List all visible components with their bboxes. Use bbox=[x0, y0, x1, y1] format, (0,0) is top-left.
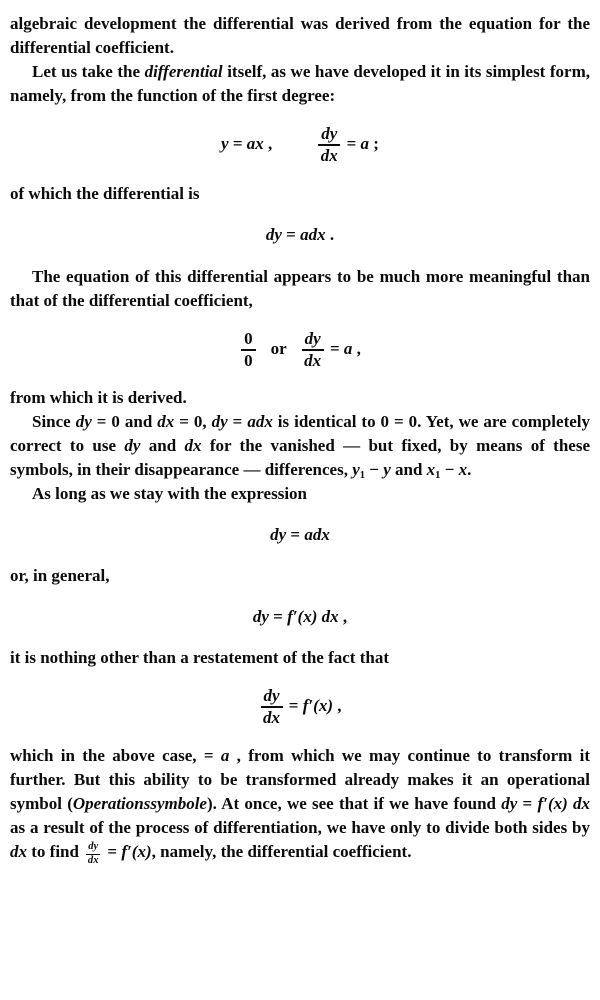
text-run: = bbox=[281, 224, 301, 244]
italic-text-run: y bbox=[383, 460, 391, 480]
italic-text-run: adx bbox=[304, 525, 330, 545]
text-run: Since bbox=[32, 412, 76, 432]
display-formula bbox=[10, 125, 590, 165]
italic-text-run: dy bbox=[501, 794, 518, 814]
text-run: = bbox=[227, 412, 248, 432]
paragraph bbox=[10, 182, 590, 206]
text-run: , from which we may continue to transform it further. But this ability to be transformed already makes it an operational symbol ( bbox=[10, 746, 591, 814]
text-run: − bbox=[440, 460, 459, 480]
document-text bbox=[10, 12, 590, 866]
text-run: as a result of the process of differentiation, we have only to divide both sides by bbox=[10, 818, 590, 838]
text-run: = 0 and bbox=[91, 412, 158, 432]
italic-text-run: y bbox=[221, 133, 229, 153]
display-formula bbox=[10, 605, 590, 629]
text-run: , bbox=[338, 607, 348, 627]
text-run: of which the differential is bbox=[10, 183, 200, 203]
paragraph bbox=[10, 744, 590, 866]
formula-gap bbox=[287, 352, 300, 353]
fraction-numerator: dy bbox=[261, 687, 283, 708]
text-run: or, in general, bbox=[10, 566, 110, 586]
text-run: and bbox=[140, 436, 185, 456]
text-run: and bbox=[390, 460, 427, 480]
text-run: = bbox=[342, 133, 361, 153]
text-run: which in the above case, = bbox=[10, 746, 221, 766]
text-run: ). At once, we see that if we have found bbox=[206, 794, 502, 814]
text-run: = bbox=[268, 607, 288, 627]
text-run: 1 bbox=[359, 470, 366, 482]
display-formula bbox=[10, 223, 590, 247]
text-run: 1 bbox=[435, 470, 441, 482]
formula-gap bbox=[258, 352, 271, 353]
fraction-numerator: dy bbox=[302, 330, 324, 351]
italic-text-run: a bbox=[360, 133, 370, 153]
fraction-numerator: 0 bbox=[241, 330, 256, 351]
text-run: = bbox=[325, 338, 344, 358]
fraction-numerator: dy bbox=[318, 125, 340, 146]
formula-gap bbox=[272, 148, 316, 149]
italic-text-run: y bbox=[352, 460, 360, 480]
paragraph bbox=[10, 12, 590, 60]
fraction bbox=[318, 125, 340, 165]
fraction-denominator: 0 bbox=[244, 350, 253, 370]
fraction bbox=[302, 330, 324, 370]
italic-text-run: f′(x) bbox=[121, 842, 152, 862]
paragraph bbox=[10, 482, 590, 506]
italic-text-run: dy bbox=[124, 436, 141, 456]
italic-text-run: Operationssymbole bbox=[72, 794, 207, 814]
text-run: from which it is derived. bbox=[10, 388, 187, 408]
text-run: The equation of this differential appears to be much more meaningful than that of the differential coefficient, bbox=[10, 266, 590, 310]
fraction bbox=[261, 687, 283, 727]
display-formula bbox=[10, 330, 590, 370]
italic-text-run: f′(x) dx bbox=[537, 794, 591, 814]
text-run: for the vanished — but fixed, by means of these symbols, in their disappearance — differences, bbox=[10, 436, 591, 480]
text-run: = bbox=[103, 842, 122, 862]
text-run: . bbox=[467, 460, 472, 480]
italic-text-run: dx bbox=[184, 436, 202, 456]
italic-text-run: dx bbox=[10, 842, 27, 862]
display-formula bbox=[10, 687, 590, 727]
text-run: As long as we stay with the expression bbox=[32, 484, 308, 504]
italic-text-run: f′(x) dx bbox=[287, 607, 339, 627]
display-formula bbox=[10, 523, 590, 547]
text-run: = bbox=[286, 525, 305, 545]
italic-text-run: dy bbox=[270, 525, 287, 545]
italic-text-run: dy bbox=[211, 412, 228, 432]
italic-text-run: x bbox=[426, 460, 436, 480]
text-run: it is nothing other than a restatement of the fact that bbox=[10, 648, 389, 668]
italic-text-run: dy bbox=[252, 607, 269, 627]
paragraph bbox=[10, 410, 590, 482]
italic-text-run: dy bbox=[265, 224, 282, 244]
text-run: , bbox=[352, 338, 361, 358]
text-run: , bbox=[263, 133, 273, 153]
fraction-denominator: dx bbox=[263, 708, 281, 728]
text-run: to find bbox=[27, 842, 84, 862]
italic-text-run: dx bbox=[157, 412, 175, 432]
italic-text-run: f′(x) bbox=[302, 696, 333, 716]
fraction-denominator: dx bbox=[320, 145, 338, 165]
text-run: or bbox=[270, 338, 287, 358]
fraction bbox=[241, 330, 256, 370]
paragraph bbox=[10, 60, 590, 108]
fraction bbox=[86, 842, 100, 866]
fraction-numerator: dy bbox=[86, 842, 100, 855]
text-run: . bbox=[325, 224, 335, 244]
text-run: = bbox=[228, 133, 247, 153]
text-run: , bbox=[333, 696, 342, 716]
italic-text-run: adx bbox=[247, 412, 273, 432]
italic-text-run: a bbox=[343, 338, 353, 358]
text-run: = bbox=[284, 696, 303, 716]
italic-text-run: a bbox=[220, 746, 230, 766]
text-run: Let us take the bbox=[32, 62, 145, 81]
italic-text-run: dy bbox=[75, 412, 92, 432]
text-run: algebraic development the differential was derived from the equation for the differential coefficient. bbox=[10, 14, 590, 57]
italic-text-run: adx bbox=[300, 224, 326, 244]
italic-text-run: x bbox=[458, 460, 468, 480]
italic-text-run: differential bbox=[144, 62, 223, 81]
paragraph bbox=[10, 265, 590, 313]
text-run: = bbox=[517, 794, 538, 814]
paragraph bbox=[10, 646, 590, 670]
text-run: is identical to 0 = 0. Yet, we are completely correct to use bbox=[10, 412, 591, 456]
paragraph bbox=[10, 386, 590, 410]
text-run: ; bbox=[369, 133, 379, 153]
text-run: itself, as we have developed it in its simplest form, namely, from the function of the first degree: bbox=[10, 62, 590, 105]
text-run: , namely, the differential coefficient. bbox=[151, 842, 412, 862]
text-run: = 0, bbox=[174, 412, 212, 432]
fraction-denominator: dx bbox=[87, 854, 99, 866]
paragraph bbox=[10, 564, 590, 588]
text-run: − bbox=[365, 460, 384, 480]
fraction-denominator: dx bbox=[304, 350, 322, 370]
italic-text-run: ax bbox=[246, 133, 264, 153]
